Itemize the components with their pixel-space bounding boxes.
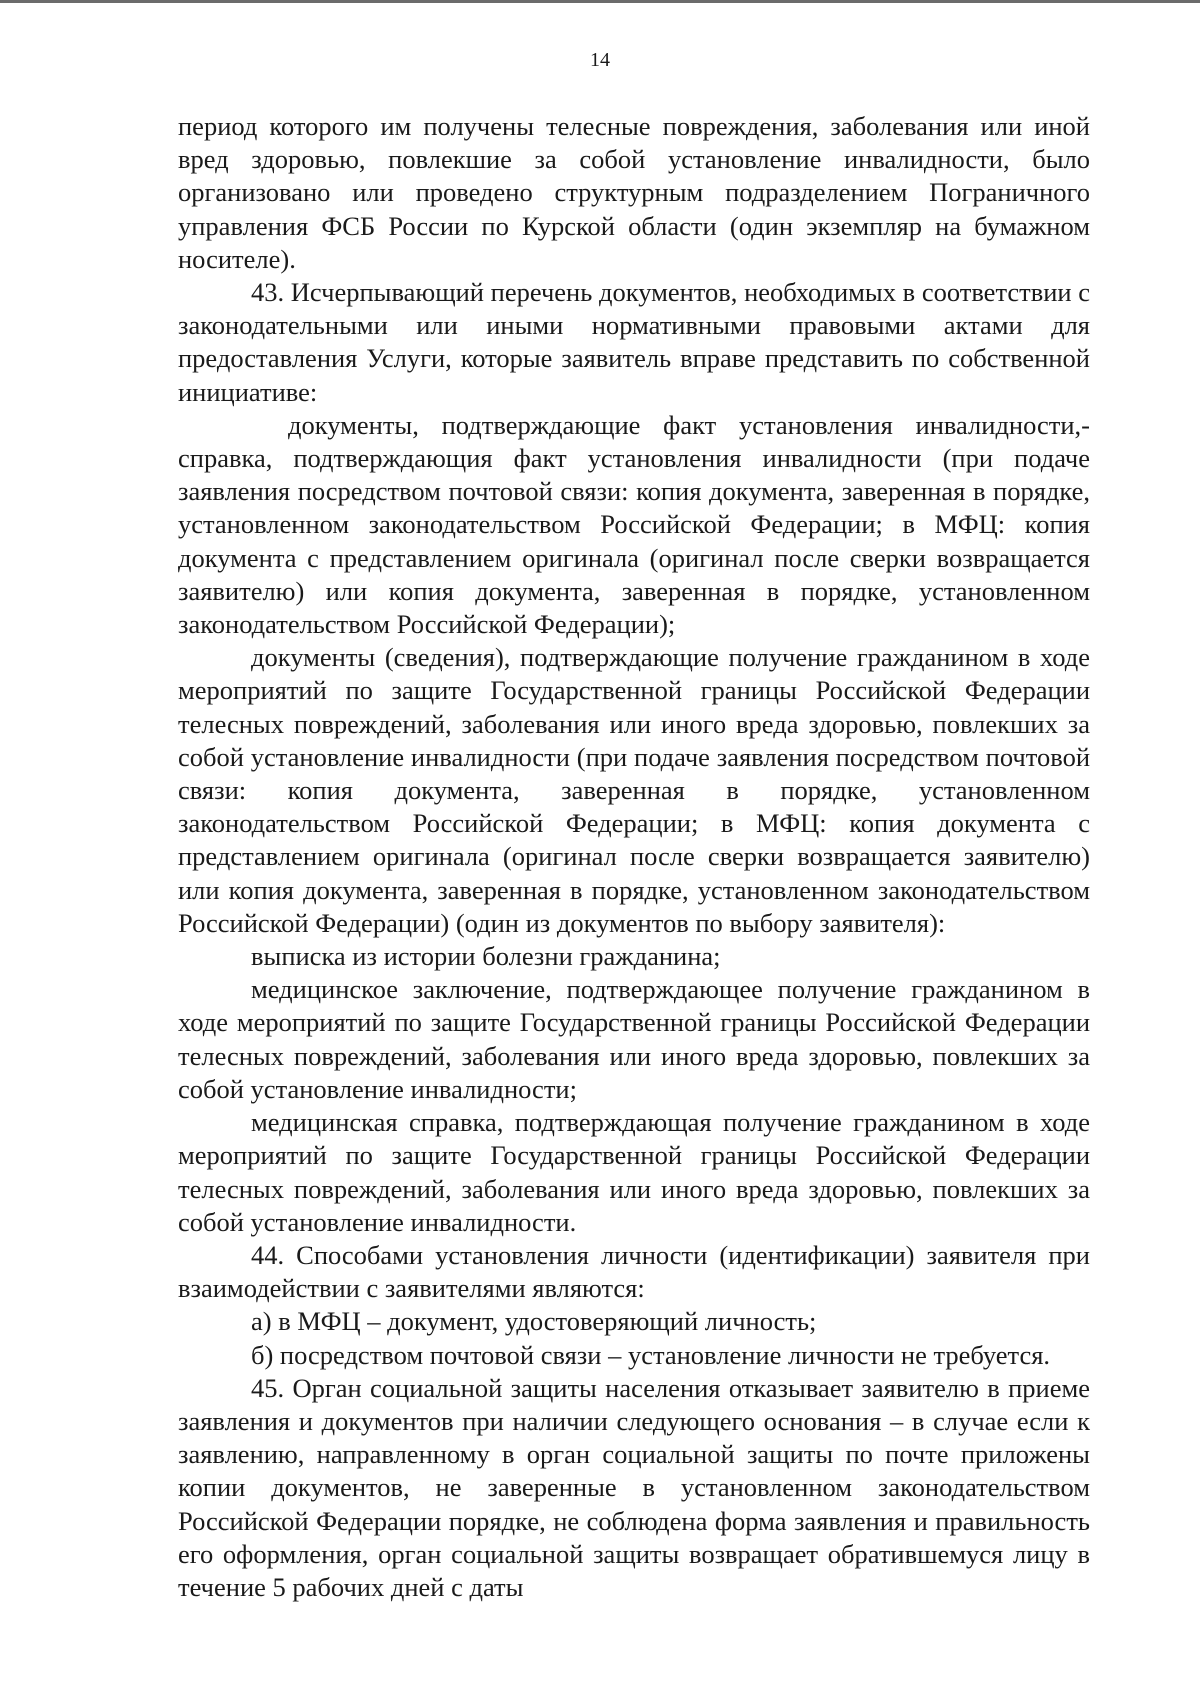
paragraph-injury-documents: документы (сведения), подтверждающие получение гражданином в ходе мероприятий по защите Государственной границы Российской Федерации телесных повреждений, заболевания или иного вреда здоровью, повлекших за собой установление инвалидности (при подаче заявления посредством почтовой связи: копия документа, заверенная в порядке, установленном законодательством Российской Федерации; в МФЦ: копия документа с представлением оригинала (оригинал после сверки возвращается заявителю) или копия документа, заверенная в порядке, установленном законодательством Российской Федерации) (один из документов по выбору заявителя):: [178, 642, 1090, 938]
paragraph-43: 43. Исчерпывающий перечень документов, необходимых в соответствии с законодательными или иными нормативными правовыми актами для предоставления Услуги, которые заявитель вправе представить по собственной инициативе:: [178, 277, 1090, 407]
paragraph-44: 44. Способами установления личности (идентификации) заявителя при взаимодействии с заявителями являются:: [178, 1239, 1090, 1304]
paragraph-medical-certificate: медицинская справка, подтверждающая получение гражданином в ходе мероприятий по защите Государственной границы Российской Федерации телесных повреждений, заболевания или иного вреда здоровью, повлекших за собой установление инвалидности.: [178, 1107, 1090, 1237]
paragraph-44-a: а) в МФЦ – документ, удостоверяющий личность;: [251, 1306, 817, 1337]
paragraph-45: 45. Орган социальной защиты населения отказывает заявителю в приеме заявления и документов при наличии следующего основания – в случае если к заявлению, направленному в орган социальной защиты по почте приложены копии документов, не заверенные в установленном законодательством Российской Федерации порядке, не соблюдена форма заявления и правильность его оформления, орган социальной защиты возвращает обратившемуся лицу в течение 5 рабочих дней с даты: [178, 1372, 1090, 1602]
top-rule: [0, 0, 1200, 3]
paragraph-continuation: период которого им получены телесные повреждения, заболевания или иной вред здоровью, повлекшие за собой установление инвалидности, было организовано или проведено структурным подразделением Пограничного управления ФСБ России по Курской области (один экземпляр на бумажном носителе).: [178, 111, 1090, 274]
paragraph-medical-extract: выписка из истории болезни гражданина;: [251, 941, 721, 972]
paragraph-medical-conclusion: медицинское заключение, подтверждающее получение гражданином в ходе мероприятий по защите Государственной границы Российской Федерации телесных повреждений, заболевания или иного вреда здоровью, повлекших за собой установление инвалидности;: [178, 974, 1090, 1104]
paragraph-44-b: б) посредством почтовой связи – установление личности не требуется.: [251, 1339, 1051, 1370]
page-number: 14: [590, 49, 610, 71]
document-body: [178, 110, 1090, 1604]
paragraph-disability-documents: документы, подтверждающие факт установления инвалидности,- справка, подтверждающия факт установления инвалидности (при подаче заявления посредством почтовой связи: копия документа, заверенная в порядке, установленном законодательством Российской Федерации; в МФЦ: копия документа с представлением оригинала (оригинал после сверки возвращается заявителю) или копия документа, заверенная в порядке, установленном законодательством Российской Федерации);: [178, 409, 1090, 640]
